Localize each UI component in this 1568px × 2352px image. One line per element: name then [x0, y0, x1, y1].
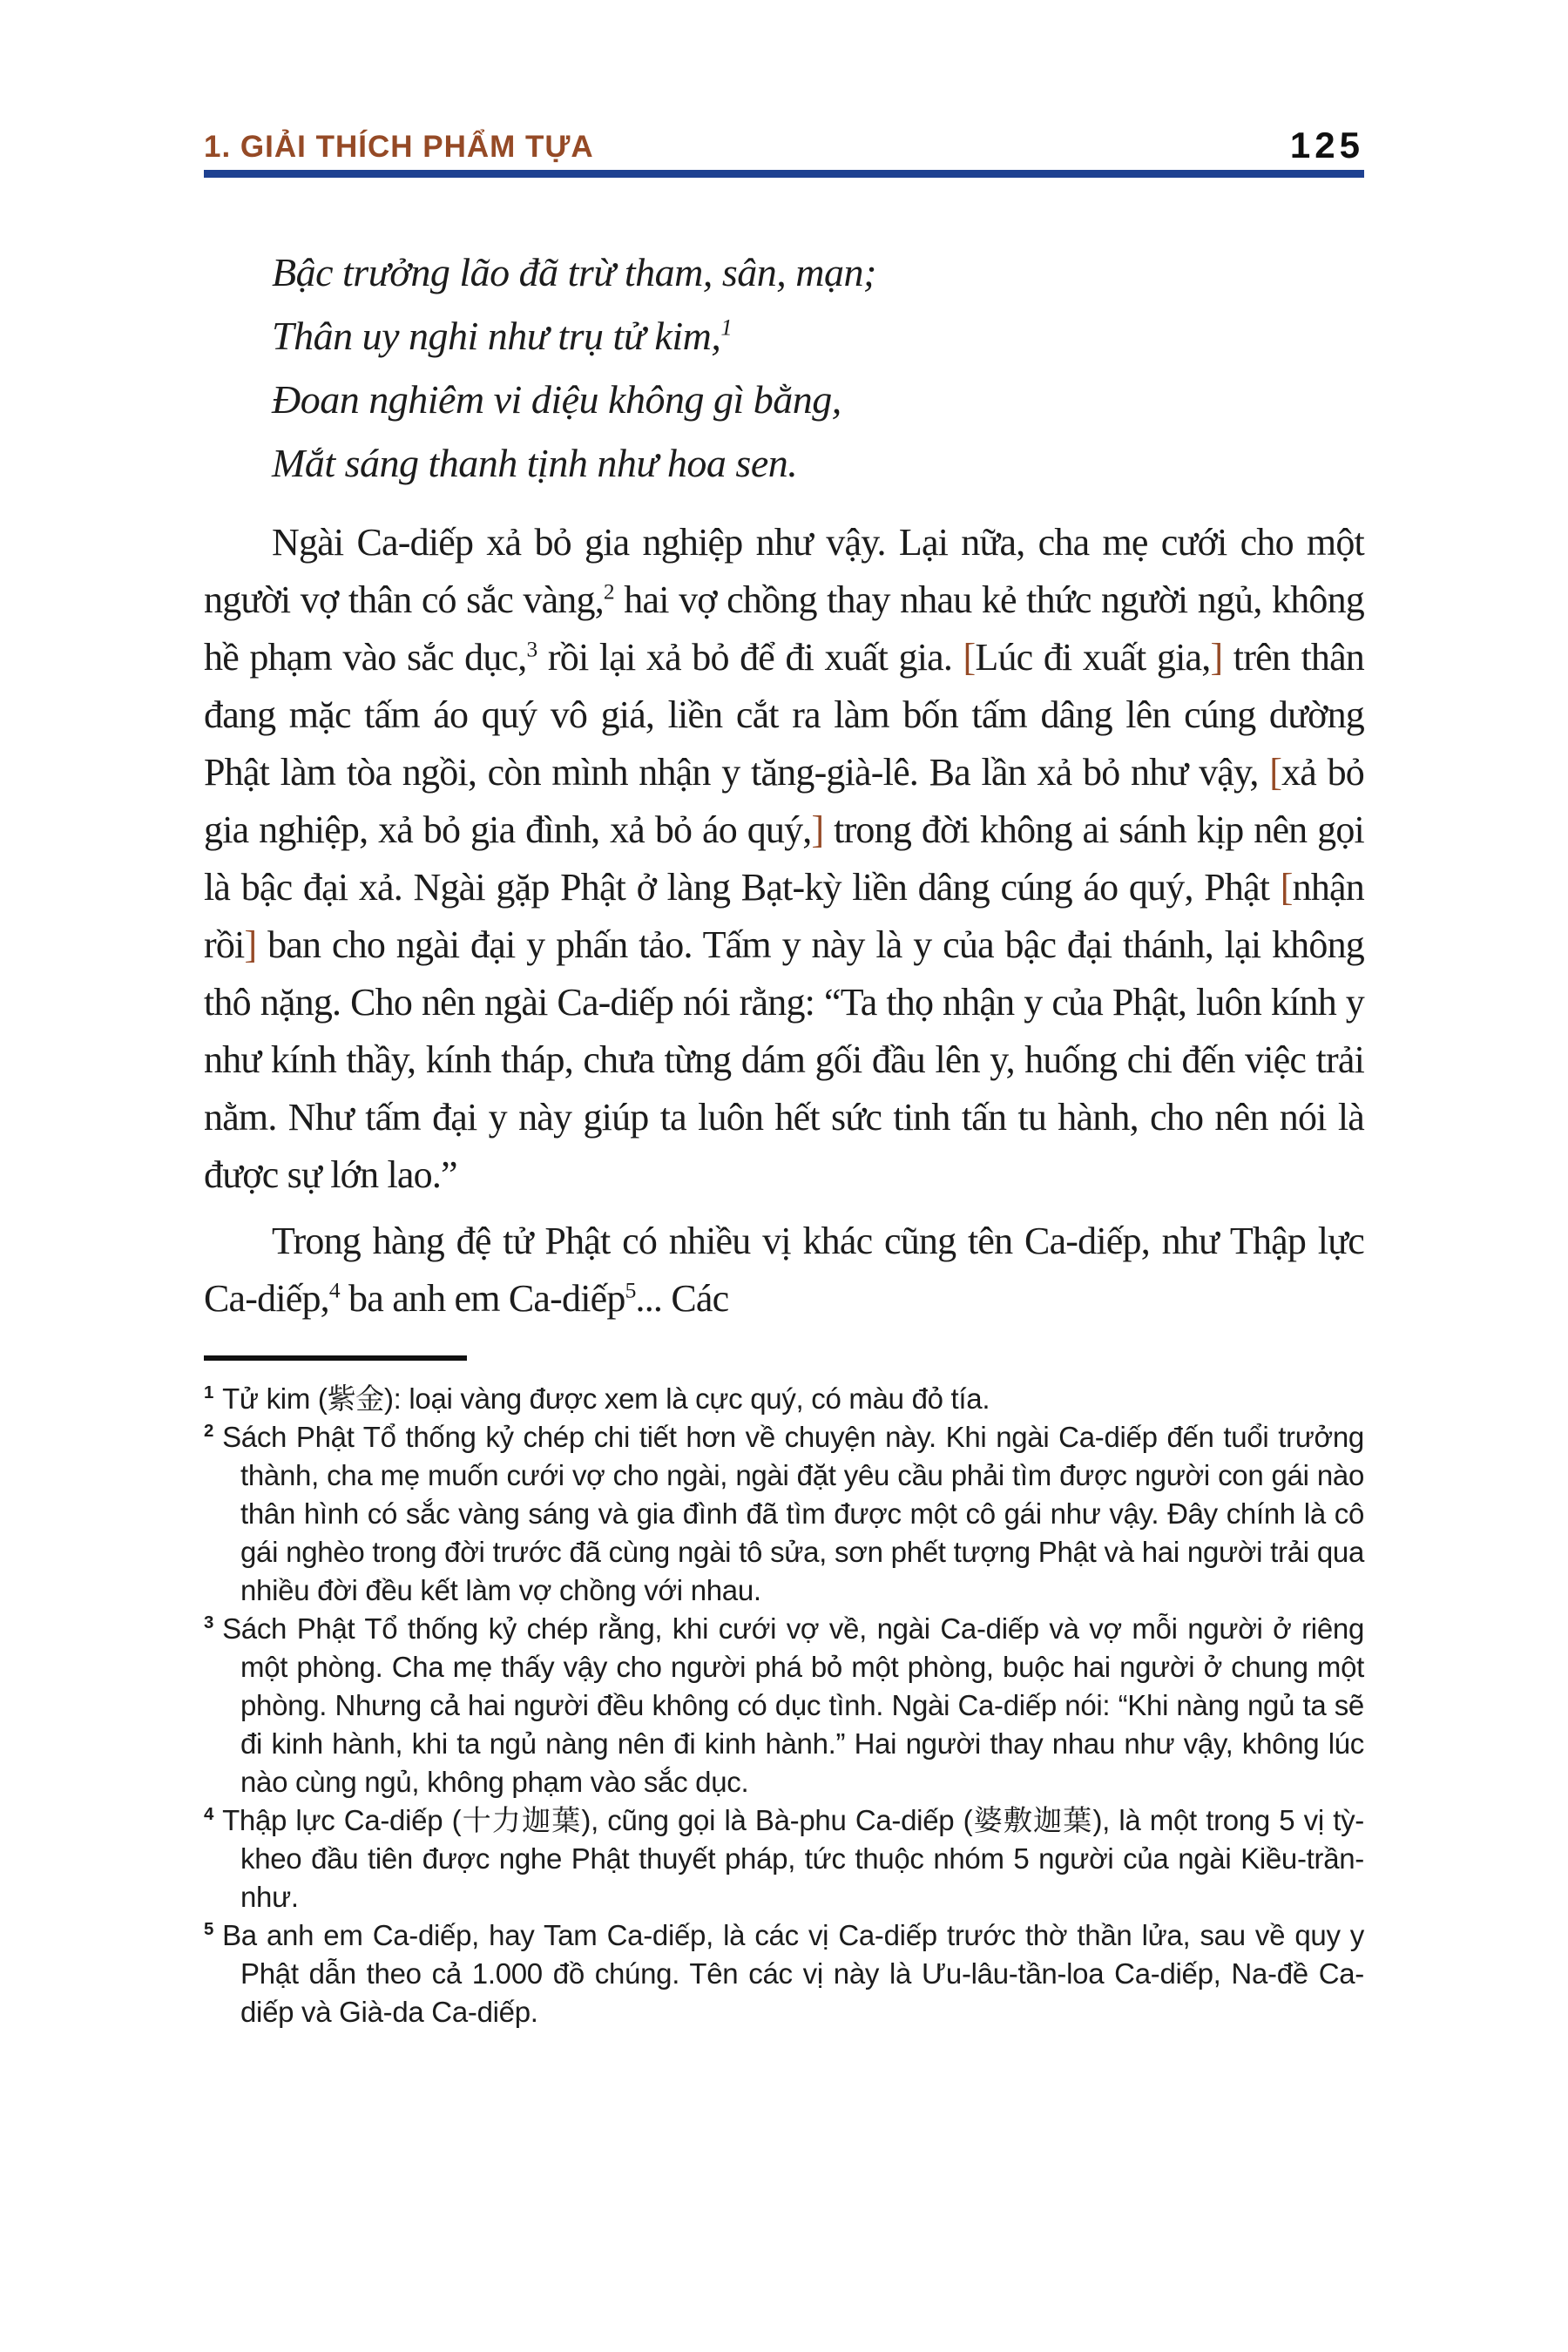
editorial-bracket: ] — [811, 808, 824, 851]
body-text — [204, 514, 1364, 1328]
footnote-number-1: 1 — [204, 1382, 214, 1402]
body-paragraph-2: Trong hàng đệ tử Phật có nhiều vị khác cũng tên Ca-diếp, như Thập lực Ca-diếp,$^4$ ba anh em Ca-diếp$^5$... Các — [204, 1220, 1364, 1320]
verse-line-4: Mắt sáng thanh tịnh như hoa sen. — [272, 441, 798, 485]
footnote-4: $^4$ Thập lực Ca-diếp (十力迦葉), cũng gọi là Bà-phu Ca-diếp (婆敷迦葉), là một trong 5 vị tỳ-kheo đầu tiên được nghe Phật thuyết pháp, tức thuộc nhóm 5 người của ngài Kiều-trần-như. — [204, 1804, 1364, 1913]
footnote-ref-4: 4 — [328, 1277, 340, 1303]
footnote-ref-2: 2 — [603, 578, 614, 605]
header-rule — [204, 170, 1364, 178]
footnote-separator — [204, 1355, 467, 1361]
chapter-running-title: 1. GIẢI THÍCH PHẨM TỰA — [204, 129, 594, 164]
verse-line-1: Bậc trưởng lão đã trừ tham, sân, mạn; — [272, 250, 876, 294]
page-number: 125 — [1289, 125, 1364, 166]
footnote-ref-5: 5 — [625, 1277, 636, 1303]
footnote-1: $^1$ Tử kim (紫金): loại vàng được xem là cực quý, có màu đỏ tía. — [204, 1382, 990, 1415]
editorial-bracket: [ — [1280, 866, 1293, 909]
editorial-bracket: [ — [1269, 751, 1282, 794]
verse-line-3: Đoan nghiêm vi diệu không gì bằng, — [272, 377, 841, 422]
footnote-number-2: 2 — [204, 1421, 214, 1441]
footnote-number-3: 3 — [204, 1612, 214, 1632]
footnotes-block — [204, 1380, 1364, 2031]
footnote-number-4: 4 — [204, 1804, 214, 1824]
footnote-ref-3: 3 — [526, 636, 537, 662]
verse-line-2: Thân uy nghi như trụ tử kim,$^1$ — [272, 314, 733, 358]
editorial-bracket: ] — [244, 923, 257, 966]
body-paragraph-1: Ngài Ca-diếp xả bỏ gia nghiệp như vậy. Lại nữa, cha mẹ cưới cho một người vợ thân có sắc vàng,$^2$ hai vợ chồng thay nhau kẻ thức người ngủ, không hề phạm vào sắc dục,$^3$ rồi lại xả bỏ để đi xuất gia. [Lúc đi xuất gia,] trên thân đang mặc tấm áo quý vô giá, liền cắt ra làm bốn tấm dâng lên cúng dường Phật làm tòa ngồi, còn mình nhận y tăng-già-lê. Ba lần xả bỏ như vậy, [xả bỏ gia nghiệp, xả bỏ gia đình, xả bỏ áo quý,] trong đời không ai sánh kịp nên gọi là bậc đại xả. Ngài gặp Phật ở làng Bạt-kỳ liền dâng cúng áo quý, Phật [nhận rồi] ban cho ngài đại y phấn tảo. Tấm y này là y của bậc đại thánh, lại không thô nặng. Cho nên ngài Ca-diếp nói rằng: “Ta thọ nhận y của Phật, luôn kính y như kính thầy, kính tháp, chưa từng dám gối đầu lên y, huống chi đến việc trải nằm. Như tấm đại y này giúp ta luôn hết sức tinh tấn tu hành, cho nên nói là được sự lớn lao.” — [204, 521, 1365, 1196]
editorial-bracket: [ — [963, 636, 976, 679]
footnote-ref-1: 1 — [720, 314, 733, 341]
verse-block — [272, 240, 1364, 495]
footnote-3: $^3$ Sách Phật Tổ thống kỷ chép rằng, khi cưới vợ về, ngài Ca-diếp và vợ mỗi người ở riêng một phòng. Cha mẹ thấy vậy cho người phá bỏ một phòng, buộc hai người ở chung một phòng. Nhưng cả hai người đều không có dục tình. Ngài Ca-diếp nói: “Khi nàng ngủ ta sẽ đi kinh hành, khi ta ngủ nàng nên đi kinh hành.” Hai người thay nhau như vậy, không lúc nào cùng ngủ, không phạm vào sắc dục. — [204, 1612, 1364, 1798]
footnote-5: $^5$ Ba anh em Ca-diếp, hay Tam Ca-diếp, là các vị Ca-diếp trước thờ thần lửa, sau về quy y Phật dẫn theo cả 1.000 đồ chúng. Tên các vị này là Ưu-lâu-tần-loa Ca-diếp, Na-đề Ca-diếp và Già-da Ca-diếp. — [204, 1919, 1364, 2028]
footnote-number-5: 5 — [204, 1919, 214, 1939]
running-header — [204, 127, 1364, 164]
footnote-2: $^2$ Sách Phật Tổ thống kỷ chép chi tiết hơn về chuyện này. Khi ngài Ca-diếp đến tuổi trưởng thành, cha mẹ muốn cưới vợ cho ngài, ngài đặt yêu cầu phải tìm được người con gái nào thân hình có sắc vàng sáng và gia đình đã tìm được một cô gái như vậy. Đây chính là cô gái nghèo trong đời trước đã cùng ngài tô sửa, sơn phết tượng Phật và hai người trải qua nhiều đời đều kết làm vợ chồng với nhau. — [204, 1421, 1364, 1606]
editorial-bracket: ] — [1210, 636, 1223, 679]
